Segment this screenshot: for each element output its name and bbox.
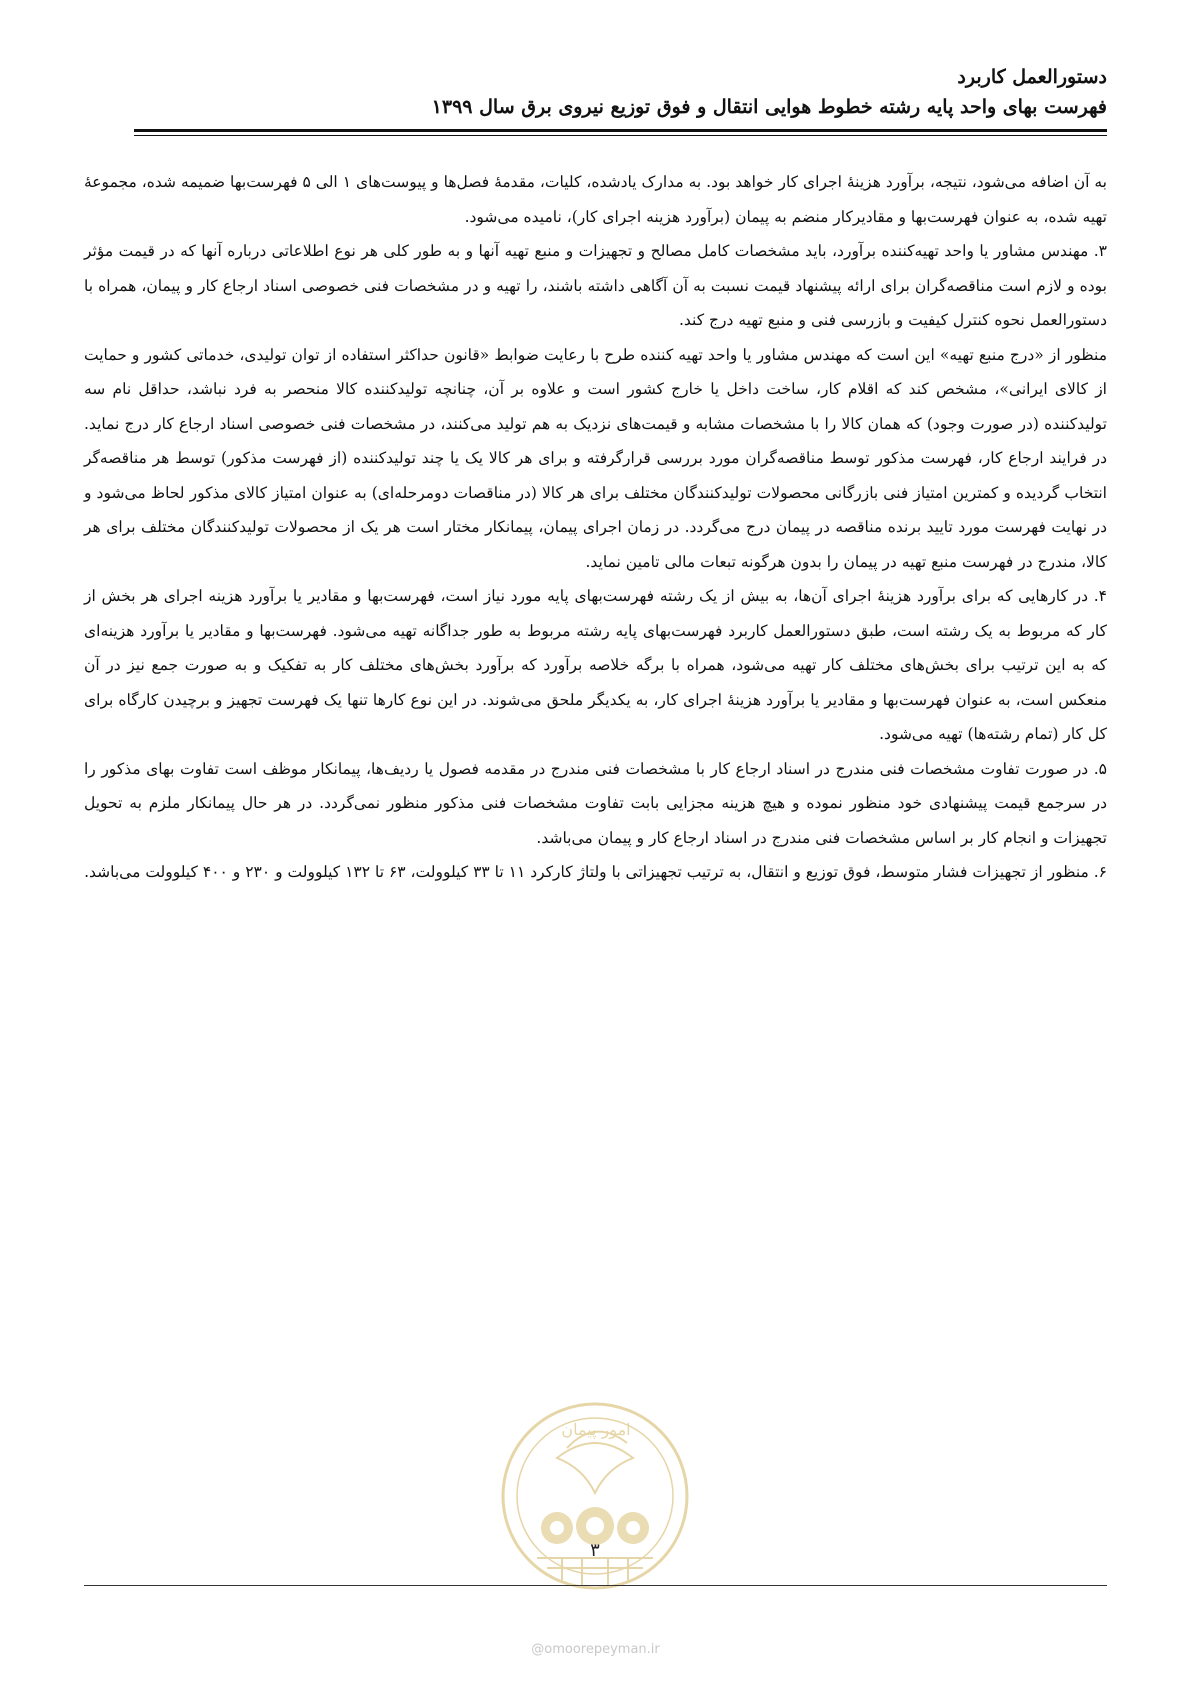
header-rule-thick: [134, 129, 1107, 132]
paragraph-source-definition: منظور از «درج منبع تهیه» این است که مهندس مشاور یا واحد تهیه کننده طرح با رعایت ضوابط «قانون حداکثر استفاده از توان تولیدی، خدماتی کشور و حمایت از کالای ایرانی»، مشخص کند که اقلام کار، ساخت داخل یا خارج کشور است و علاوه بر آن، چنانچه تولیدکننده کالا منحصر به فرد نباشد، حداقل نام سه تولیدکننده (در صورت وجود) که همان کالا را با مشخصات مشابه و قیمت‌های نزدیک به هم تولید می‌کنند، در مشخصات فنی خصوصی اسناد ارجاع کار درج نماید. در فرایند ارجاع کار، فهرست مذکور توسط مناقصه‌گران مورد بررسی قرارگرفته و برای هر کالا یک یا چند تولیدکننده (از فهرست مذکور) توسط هر مناقصه‌گر انتخاب گردیده و کمترین امتیاز فنی بازرگانی محصولات تولیدکنندگان مختلف برای هر کالا (در مناقصات دومرحله‌ای) به عنوان امتیاز کالای مذکور لحاظ می‌شود و در نهایت فهرست مورد تایید برنده مناقصه در پیمان درج می‌گردد. در زمان اجرای پیمان، پیمانکار مختار است هر یک از محصولات تولیدکنندگان مختلف برای هر کالا، مندرج در فهرست منبع تهیه در پیمان را بدون هرگونه تبعات مالی تامین نماید.: [84, 345, 1107, 571]
paragraph-item-6: ۶. منظور از تجهیزات فشار متوسط، فوق توزیع و انتقال، به ترتیب تجهیزاتی با ولتاژ کارکرد ۱۱ تا ۳۳ کیلوولت، ۶۳ تا ۱۳۲ کیلوولت و ۲۳۰ و ۴۰۰ کیلوولت می‌باشد.: [84, 863, 1107, 881]
footer-rule: [84, 1585, 1107, 1586]
paragraph-item-4: ۴. در کارهایی که برای برآورد هزینهٔ اجرای آن‌ها، به بیش از یک رشته فهرست‌بهای پایه مورد نیاز است، فهرست‌بها و مقادیر یا برآورد هزینه اجرای هر بخش از کار که مربوط به یک رشته است، طبق دستورالعمل کاربرد فهرست‌بهای پایه رشته مربوط به طور جداگانه تهیه می‌شود. فهرست‌بها و مقادیر یا برآورد هزینه‌ای که به این ترتیب برای بخش‌های مختلف کار تهیه می‌شود، همراه با برگه خلاصه برآورد که برآورد بخش‌های مختلف کار به تفکیک و به صورت جمع نیز در آن منعکس است، به عنوان فهرست‌بها و مقادیر یا برآورد هزینهٔ اجرای کار، به یکدیگر ملحق می‌شوند. در این نوع کارها تنها یک فهرست تجهیز و برچیدن کارگاه برای کل کار (تمام رشته‌ها) تهیه می‌شود.: [84, 587, 1107, 743]
header-rule-thin: [134, 135, 1107, 136]
document-title: دستورالعمل کاربرد: [957, 66, 1107, 88]
logo-lettering: امور پیمان: [561, 1420, 631, 1439]
document-body: [84, 165, 1107, 890]
paragraph-item-3: ۳. مهندس مشاور یا واحد تهیه‌کننده برآورد، باید مشخصات کامل مصالح و تجهیزات و منبع تهیه آنها و به طور کلی هر نوع اطلاعاتی درباره آنها که در قیمت مؤثر بوده و لازم است مناقصه‌گران برای ارائه پیشنهاد قیمت نسبت به آن آگاهی داشته باشند، را تهیه و در مشخصات فنی خصوصی اسناد ارجاع کار و پیمان، همراه با دستورالعمل نحوه کنترل کیفیت و بازرسی فنی و منبع تهیه درج کند.: [84, 242, 1107, 329]
document-subtitle: فهرست بهای واحد پایه رشته خطوط هوایی انتقال و فوق توزیع نیروی برق سال ۱۳۹۹: [431, 96, 1107, 118]
page-number: ۳: [590, 1540, 600, 1561]
page-header: [134, 62, 1107, 122]
paragraph-continuation: به آن اضافه می‌شود، نتیجه، برآورد هزینهٔ اجرای کار خواهد بود. به مدارک یادشده، کلیات، مقدمهٔ فصل‌ها و پیوست‌های ۱ الی ۵ فهرست‌بها ضمیمه شده، مجموعهٔ تهیه شده، به عنوان فهرست‌بها و مقادیرکار منضم به پیمان (برآورد هزینه اجرای کار)، نامیده می‌شود.: [84, 173, 1108, 226]
watermark-url: @omoorepeyman.ir: [531, 1642, 660, 1657]
paragraph-item-5: ۵. در صورت تفاوت مشخصات فنی مندرج در اسناد ارجاع کار با مشخصات فنی مندرج در مقدمه فصول یا ردیف‌ها، پیمانکار موظف است تفاوت بهای مذکور را در سرجمع قیمت پیشنهادی خود منظور نموده و هیچ هزینه مجزایی بابت تفاوت مشخصات فنی مذکور منظور نمی‌گردد. در هر حال پیمانکار ملزم به تحویل تجهیزات و انجام کار بر اساس مشخصات فنی مندرج در اسناد ارجاع کار و پیمان می‌باشد.: [84, 759, 1107, 847]
